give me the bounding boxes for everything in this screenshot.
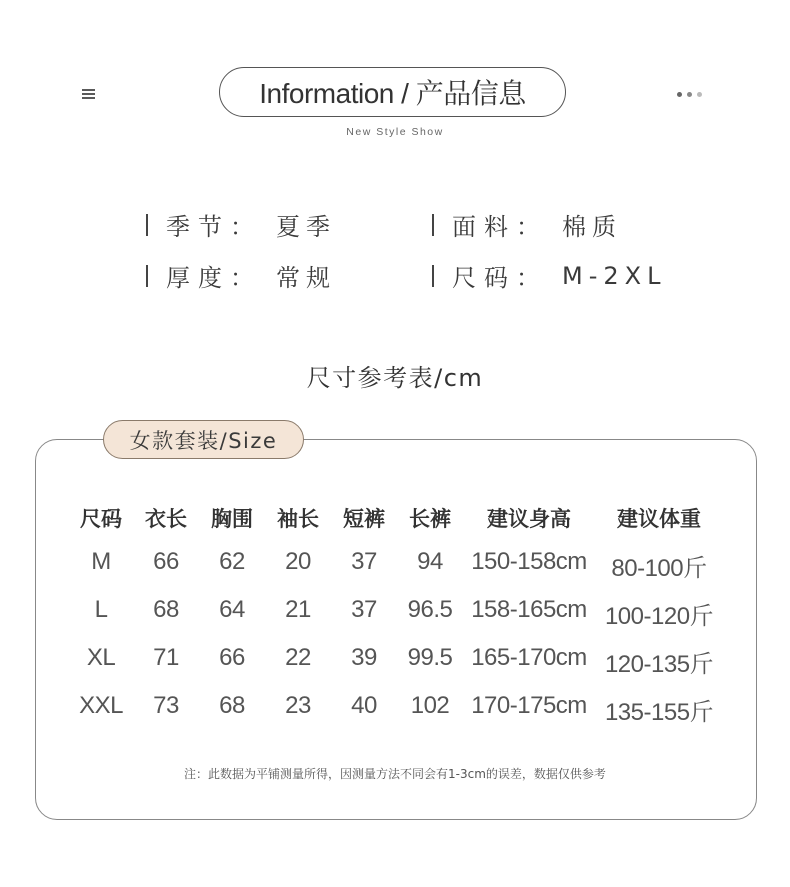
bar-marker xyxy=(146,214,148,236)
info-size xyxy=(432,258,666,293)
table-cell-trousers: 94 xyxy=(417,548,443,575)
table-cell-sleeve: 21 xyxy=(285,596,311,623)
table-cell-weight: 100-120斤 xyxy=(604,603,714,630)
info-key: 面料： xyxy=(452,213,548,241)
table-cell-weight: 120-135斤 xyxy=(604,651,714,678)
column-header-length: 衣长 xyxy=(145,507,187,531)
table-cell-shorts: 37 xyxy=(351,548,377,575)
table-cell-sleeve: 20 xyxy=(285,548,311,575)
page-title: Information / 产品信息 xyxy=(259,78,526,109)
info-value: 常规 xyxy=(276,264,336,292)
table-cell-weight: 135-155斤 xyxy=(604,699,714,726)
size-chart-heading: 尺寸参考表/cm xyxy=(306,364,484,392)
column-header-weight: 建议体重 xyxy=(617,507,701,531)
table-cell-sleeve: 22 xyxy=(285,644,311,671)
column-header-bust: 胸围 xyxy=(211,507,253,531)
table-cell-trousers: 96.5 xyxy=(407,596,453,623)
table-cell-length: 73 xyxy=(153,692,179,719)
info-thickness xyxy=(146,258,336,293)
info-season xyxy=(146,207,336,242)
menu-icon[interactable] xyxy=(82,89,95,99)
table-cell-height: 150-158cm xyxy=(471,548,587,575)
table-cell-length: 71 xyxy=(153,644,179,671)
table-cell-bust: 68 xyxy=(219,692,245,719)
table-cell-size: XL xyxy=(86,644,116,671)
table-cell-bust: 62 xyxy=(219,548,245,575)
info-value: M-2XL xyxy=(562,261,667,290)
subtitle: New Style Show xyxy=(346,126,444,138)
table-cell-size: L xyxy=(94,596,108,623)
info-key: 厚度： xyxy=(166,264,262,292)
title-pill xyxy=(219,67,566,117)
size-tab[interactable]: 女款套装/Size xyxy=(103,420,304,459)
column-header-shorts: 短裤 xyxy=(343,507,385,531)
bar-marker xyxy=(432,214,434,236)
table-cell-length: 68 xyxy=(153,596,179,623)
column-header-trousers: 长裤 xyxy=(409,507,451,531)
column-header-height: 建议身高 xyxy=(487,507,571,531)
table-cell-bust: 66 xyxy=(219,644,245,671)
table-cell-length: 66 xyxy=(153,548,179,575)
table-cell-bust: 64 xyxy=(219,596,245,623)
more-dots-icon[interactable] xyxy=(677,92,702,97)
column-header-sleeve: 袖长 xyxy=(277,507,319,531)
bar-marker xyxy=(146,265,148,287)
table-cell-shorts: 37 xyxy=(351,596,377,623)
table-cell-sleeve: 23 xyxy=(285,692,311,719)
table-cell-height: 158-165cm xyxy=(471,596,587,623)
measurement-note: 注：此数据为平铺测量所得，因测量方法不同会有1-3cm的误差，数据仅供参考 xyxy=(184,767,606,781)
table-cell-trousers: 102 xyxy=(410,692,450,719)
info-key: 尺码： xyxy=(452,264,548,292)
table-cell-shorts: 39 xyxy=(351,644,377,671)
info-value: 夏季 xyxy=(276,213,336,241)
table-cell-size: XXL xyxy=(79,692,123,719)
column-header-size: 尺码 xyxy=(80,507,122,531)
table-cell-weight: 80-100斤 xyxy=(611,555,707,582)
table-cell-shorts: 40 xyxy=(351,692,377,719)
info-value: 棉质 xyxy=(562,213,622,241)
table-cell-size: M xyxy=(91,548,111,575)
bar-marker xyxy=(432,265,434,287)
info-key: 季节： xyxy=(166,213,262,241)
table-cell-height: 165-170cm xyxy=(471,644,587,671)
info-fabric xyxy=(432,207,622,242)
table-cell-height: 170-175cm xyxy=(471,692,587,719)
table-cell-trousers: 99.5 xyxy=(407,644,453,671)
